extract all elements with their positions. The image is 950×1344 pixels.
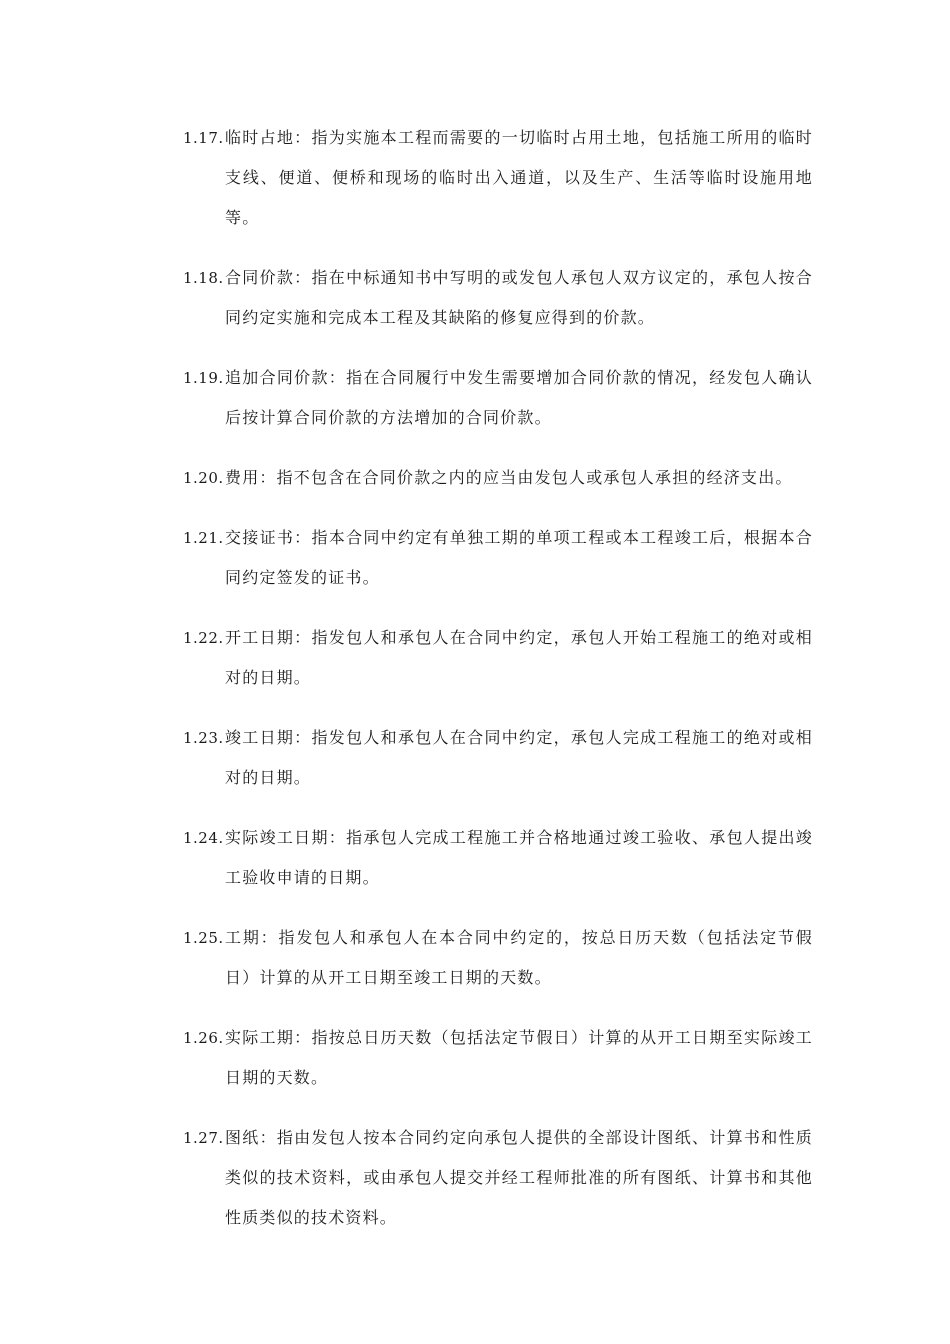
clause-1-22	[183, 618, 813, 698]
clause-number: 1.21.	[183, 529, 224, 547]
clause-1-25	[183, 918, 813, 998]
clause-number: 1.26.	[183, 1029, 224, 1047]
clause-text: 图纸：指由发包人按本合同约定向承包人提供的全部设计图纸、计算书和性质类似的技术资料，或由承包人提交并经工程师批准的所有图纸、计算书和其他性质类似的技术资料。	[225, 1128, 813, 1227]
clause-1-24	[183, 818, 813, 898]
clause-1-18	[183, 258, 813, 338]
clause-1-20	[183, 458, 813, 498]
clause-text: 实际竣工日期：指承包人完成工程施工并合格地通过竣工验收、承包人提出竣工验收申请的日期。	[225, 828, 813, 887]
clause-number: 1.22.	[183, 629, 224, 647]
clause-text: 实际工期：指按总日历天数（包括法定节假日）计算的从开工日期至实际竣工日期的天数。	[225, 1028, 813, 1087]
clause-1-26	[183, 1018, 813, 1098]
clause-number: 1.17.	[183, 129, 224, 147]
clause-number: 1.24.	[183, 829, 224, 847]
clause-text: 交接证书：指本合同中约定有单独工期的单项工程或本工程竣工后，根据本合同约定签发的证书。	[225, 528, 813, 587]
clause-list	[183, 118, 813, 1258]
clause-1-23	[183, 718, 813, 798]
clause-1-27	[183, 1118, 813, 1238]
clause-number: 1.18.	[183, 269, 224, 287]
clause-text: 工期：指发包人和承包人在本合同中约定的，按总日历天数（包括法定节假日）计算的从开工日期至竣工日期的天数。	[225, 928, 813, 987]
clause-number: 1.25.	[183, 929, 224, 947]
clause-text: 临时占地：指为实施本工程而需要的一切临时占用土地，包括施工所用的临时支线、便道、便桥和现场的临时出入通道，以及生产、生活等临时设施用地等。	[225, 128, 813, 227]
clause-number: 1.20.	[183, 469, 224, 487]
clause-number: 1.27.	[183, 1129, 224, 1147]
clause-1-17	[183, 118, 813, 238]
clause-1-21	[183, 518, 813, 598]
clause-text: 追加合同价款：指在合同履行中发生需要增加合同价款的情况，经发包人确认后按计算合同价款的方法增加的合同价款。	[225, 368, 813, 427]
clause-text: 合同价款：指在中标通知书中写明的或发包人承包人双方议定的，承包人按合同约定实施和完成本工程及其缺陷的修复应得到的价款。	[225, 268, 813, 327]
clause-text: 竣工日期：指发包人和承包人在合同中约定，承包人完成工程施工的绝对或相对的日期。	[225, 728, 813, 787]
clause-1-19	[183, 358, 813, 438]
clause-text: 开工日期：指发包人和承包人在合同中约定，承包人开始工程施工的绝对或相对的日期。	[225, 628, 813, 687]
clause-number: 1.19.	[183, 369, 224, 387]
clause-number: 1.23.	[183, 729, 224, 747]
clause-text: 费用：指不包含在合同价款之内的应当由发包人或承包人承担的经济支出。	[225, 468, 793, 487]
